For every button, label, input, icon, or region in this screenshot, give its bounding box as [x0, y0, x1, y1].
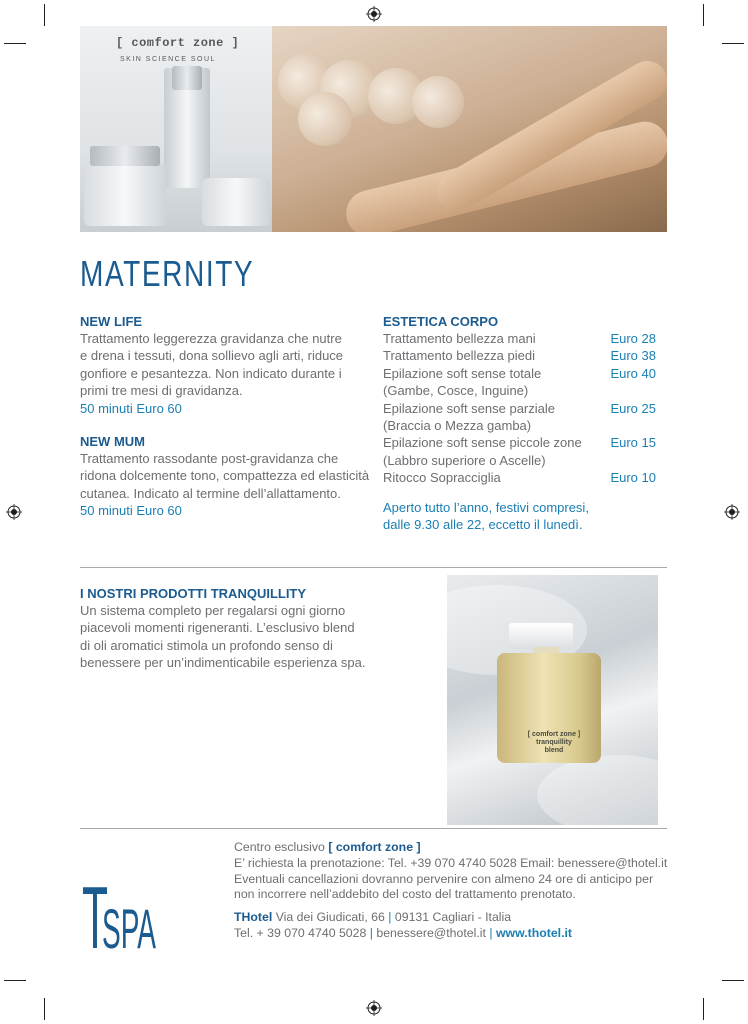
cream-jar: [84, 164, 166, 226]
contact-line: [234, 926, 674, 942]
exclusive-prefix: Centro esclusivo: [234, 840, 325, 854]
price-row: [383, 469, 656, 486]
price-row: [383, 365, 656, 400]
massage-photo: [272, 26, 667, 232]
section-heading: I NOSTRI PRODOTTI TRANQUILLITY: [80, 586, 307, 601]
service-price: Euro 25: [610, 400, 656, 416]
bottle-cap: [172, 66, 202, 90]
body-line: di oli aromatici stimola un profondo senso di: [80, 637, 333, 653]
service-price: Euro 40: [610, 365, 656, 381]
body-line: ridona dolcemente tono, compattezza ed elasticità: [80, 468, 370, 484]
crop-mark: [722, 43, 744, 44]
service-name: [383, 400, 605, 435]
section-heading: NEW LIFE: [80, 314, 143, 329]
page-title: MATERNITY: [80, 253, 255, 294]
bottle-label-name: tranquillity: [536, 739, 572, 746]
service-name: Trattamento bellezza piedi: [383, 348, 535, 364]
body-line: benessere per un’indimenticabile esperienza spa.: [80, 655, 366, 671]
crop-mark: [4, 980, 26, 981]
section-heading: ESTETICA CORPO: [383, 314, 499, 329]
hotel-address: Via dei Giudicati, 66: [275, 910, 385, 925]
crop-mark: [722, 980, 744, 981]
service-price: Euro 10: [610, 470, 656, 486]
service-detail: (Gambe, Cosce, Inguine): [383, 383, 529, 399]
crop-mark: [703, 998, 704, 1020]
service-name-text: Epilazione soft sense totale: [383, 365, 542, 381]
service-price: Euro 38: [610, 348, 656, 364]
rolled-towel: [412, 76, 464, 128]
registration-mark-icon: [366, 6, 382, 22]
body-line: Trattamento rassodante post-gravidanza che: [80, 451, 339, 467]
rolled-towel: [298, 92, 352, 146]
body-line: piacevoli momenti rigeneranti. L’esclusivo blend: [80, 620, 355, 636]
booking-line: E’ richiesta la prenotazione: Tel. +39 070 4740 5028 Email: benessere@thotel.it: [234, 855, 668, 870]
footer: [234, 840, 674, 942]
service-detail: (Labbro superiore o Ascelle): [383, 452, 546, 468]
separator: |: [369, 925, 373, 940]
price-line: 50 minuti Euro 60: [80, 503, 182, 519]
exclusive-line: [234, 840, 674, 856]
section-heading: NEW MUM: [80, 434, 145, 450]
cancellation-line: non incorrere nell’addebito del costo del trattamento prenotato.: [234, 887, 576, 902]
service-name: Ritocco Sopracciglia: [383, 470, 501, 486]
cancellation-line: Eventuali cancellazioni dovranno pervenire con almeno 24 ore di anticipo per: [234, 871, 654, 886]
crop-mark: [44, 998, 45, 1020]
body-line: Trattamento leggerezza gravidanza che nutre: [80, 331, 342, 346]
price-row: [383, 434, 656, 469]
body-line: Un sistema completo per regalarsi ogni giorno: [80, 603, 346, 618]
address-line: [234, 910, 674, 926]
tspa-logo-spa: SPA: [102, 897, 157, 952]
bottle-label: [519, 731, 589, 755]
service-name-text: Epilazione soft sense parziale: [383, 400, 555, 416]
exclusive-brand: [ comfort zone ]: [328, 840, 421, 854]
price-list: [383, 330, 656, 487]
service-price: Euro 28: [610, 331, 656, 346]
service-detail: (Braccia o Mezza gamba): [383, 418, 532, 434]
bottle-label-brand: [ comfort zone ]: [527, 731, 581, 738]
service-price: Euro 15: [610, 435, 656, 451]
service-name: Trattamento bellezza mani: [383, 331, 536, 346]
crop-mark: [703, 4, 704, 26]
price-row: [383, 347, 656, 364]
hotel-email[interactable]: benessere@thotel.it: [376, 925, 486, 940]
registration-mark-icon: [724, 504, 740, 520]
tranquillity-product-photo: [447, 575, 658, 825]
body-line: cutanea. Indicato al termine dell’allattamento.: [80, 485, 341, 501]
comfort-zone-tagline: SKIN SCIENCE SOUL: [120, 56, 216, 63]
section-new-mum: [80, 433, 370, 520]
hotel-city: 09131 Cagliari - Italia: [394, 910, 512, 925]
right-column: [383, 313, 663, 533]
registration-mark-icon: [366, 1000, 382, 1016]
fabric-highlight: [537, 755, 658, 825]
crop-mark: [44, 4, 45, 26]
body-line: gonfiore e pesantezza. Non indicato durante i: [80, 365, 342, 381]
hotel-name: THotel: [234, 910, 273, 925]
separator: |: [388, 910, 392, 925]
body-line: primi tre mesi di gravidanza.: [80, 383, 243, 399]
crop-mark: [4, 43, 26, 44]
divider: [80, 567, 667, 568]
jar-lid: [90, 146, 160, 166]
price-row: [383, 400, 656, 435]
left-column: [80, 313, 370, 520]
bottle-cap: [509, 623, 573, 649]
hours-line: dalle 9.30 alle 22, eccetto il lunedì.: [383, 517, 583, 533]
service-name: [383, 434, 605, 469]
cream-jar: [202, 178, 270, 226]
price-row: [383, 330, 656, 347]
product-photo: [80, 26, 272, 232]
section-new-life: [80, 313, 370, 417]
service-name-text: Epilazione soft sense piccole zone: [383, 435, 582, 451]
hotel-website-link[interactable]: www.thotel.it: [495, 925, 573, 940]
tspa-logo: [82, 862, 162, 952]
bottle-label-sub: blend: [544, 747, 564, 754]
products-section: [80, 585, 400, 672]
tspa-logo-t: T: [82, 868, 108, 952]
comfort-zone-logo: [ comfort zone ]: [116, 36, 240, 50]
hours-line: Aperto tutto l’anno, festivi compresi,: [383, 499, 589, 515]
hotel-phone: Tel. + 39 070 4740 5028: [234, 925, 367, 940]
price-line: 50 minuti Euro 60: [80, 400, 182, 416]
body-line: e drena i tessuti, dona sollievo agli arti, riduce: [80, 348, 344, 364]
hero-image: [80, 26, 667, 232]
divider: [80, 828, 667, 829]
service-name: [383, 365, 605, 400]
registration-mark-icon: [6, 504, 22, 520]
opening-hours: [383, 499, 663, 534]
separator: |: [489, 925, 493, 940]
